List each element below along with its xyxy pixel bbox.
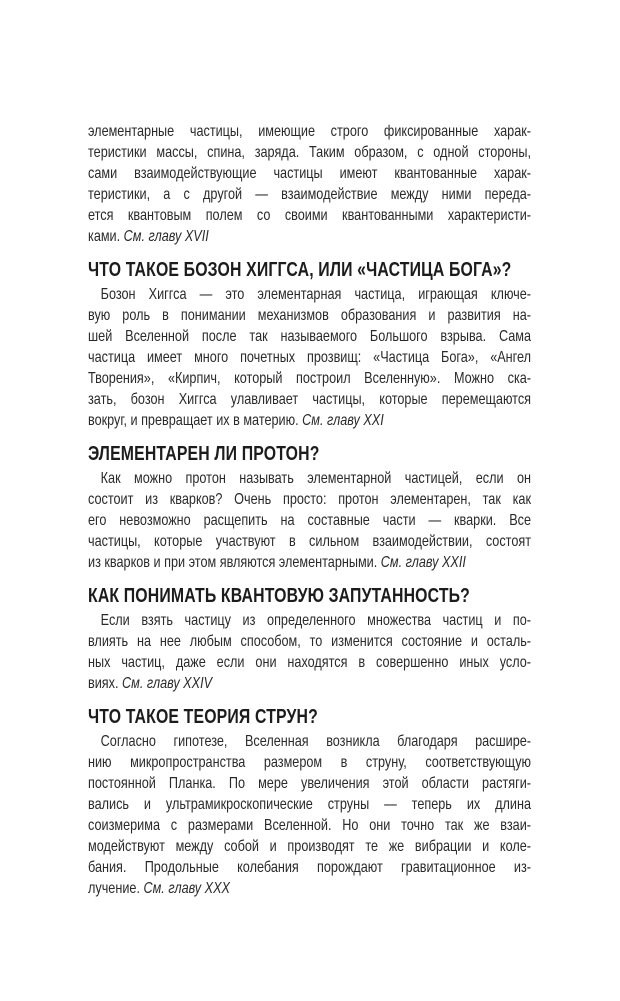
text-column xyxy=(88,121,531,899)
chapter-reference: См. главу XXX xyxy=(143,880,230,897)
section-paragraph xyxy=(88,610,531,694)
paragraph-lines: элементарные частицы, имеющие строго фиксированные харак- теристики массы, спина, заряда. Таким образом, с одной стороны, сами взаимодействующие частицы имеют квантованные харак- теристики, а с другой — взаимодействие между ними переда- ется квантовым полем со своими квантованными характеристи- xyxy=(88,123,532,224)
chapter-reference: См. главу XXII xyxy=(380,554,466,571)
section-heading: ЧТО ТАКОЕ ТЕОРИЯ СТРУН? xyxy=(88,706,318,728)
section-heading: ЭЛЕМЕНТАРЕН ЛИ ПРОТОН? xyxy=(88,443,320,465)
paragraph-lines: Согласно гипотезе, Вселенная возникла благодаря расшире- нию микропространства размером в струну, соответствующую постоянной Планка. По мере увеличения этой области растяги- вались и ультрамикроскопические струны — теперь их длина соизмерима с размерами Вселенной. Но они точно так же взаи- модействуют между собой и производят те же вибрации и коле- бания. Продольные колебания порождают гравитационное из- xyxy=(88,733,532,876)
section-heading: КАК ПОНИМАТЬ КВАНТОВУЮ ЗАПУТАННОСТЬ? xyxy=(88,585,471,607)
section-paragraph xyxy=(88,731,531,899)
continuation-paragraph xyxy=(88,121,531,247)
section-heading: ЧТО ТАКОЕ БОЗОН ХИГГСА, ИЛИ «ЧАСТИЦА БОГА»? xyxy=(88,259,512,281)
section-higgs-boson xyxy=(88,259,531,431)
paragraph-last-line: виях. xyxy=(88,675,123,692)
section-quantum-entanglement xyxy=(88,585,531,694)
paragraph-last-line: лучение. xyxy=(88,880,144,897)
paragraph-lines: Как можно протон называть элементарной частицей, если он состоит из кварков? Очень просто: протон элементарен, так как его невозможно расщепить на составные части — кварки. Все частицы, которые участвуют в сильном взаимодействии, состоят xyxy=(88,470,532,550)
paragraph-last-line: из кварков и при этом являются элементарными. xyxy=(88,554,381,571)
paragraph-last-line: ками. xyxy=(88,228,124,245)
section-proton-elementary xyxy=(88,443,531,573)
section-paragraph xyxy=(88,468,531,573)
chapter-reference: См. главу XXIV xyxy=(122,675,213,692)
paragraph-lines: Бозон Хиггса — это элементарная частица, играющая ключе- вую роль в понимании механизмов образования и развития на- шей Вселенной после так называемого Большого взрыва. Сама частица имеет много почетных прозвищ: «Частица Бога», «Ангел Творения», «Кирпич, который построил Вселенную». Можно ска- зать, бозон Хиггса улавливает частицы, которые перемещаются xyxy=(88,286,532,408)
chapter-reference: См. главу XVII xyxy=(123,228,209,245)
chapter-reference: См. главу XXI xyxy=(302,412,384,429)
section-string-theory xyxy=(88,706,531,899)
paragraph-last-line: вокруг, и превращает их в материю. xyxy=(88,412,303,429)
paragraph-lines: Если взять частицу из определенного множества частиц и по- влиять на нее любым способом, то изменится состояние и осталь- ных частиц, даже если они находятся в совершенно иных усло- xyxy=(88,612,532,671)
section-paragraph xyxy=(88,284,531,431)
